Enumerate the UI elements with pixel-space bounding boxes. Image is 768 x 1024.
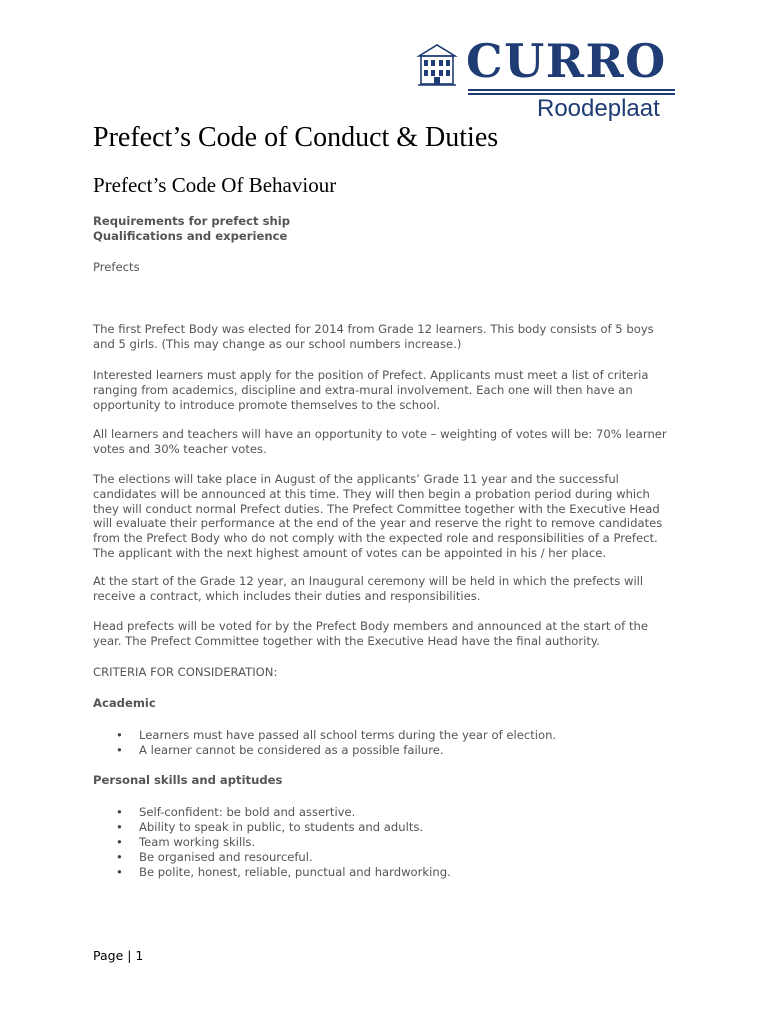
academic-list — [116, 728, 556, 758]
paragraph: All learners and teachers will have an opportunity to vote – weighting of votes will be: 70% learner votes and 30% teacher votes. — [93, 427, 667, 456]
paragraph: At the start of the Grade 12 year, an Inaugural ceremony will be held in which the prefects will receive a contract, which includes their duties and responsibilities. — [93, 574, 644, 603]
personal-skills-list — [116, 805, 451, 880]
list-item: • Learners must have passed all school terms during the year of election. — [116, 728, 556, 743]
paragraph: Head prefects will be voted for by the Prefect Body members and announced at the start of the year. The Prefect Committee together with the Executive Head have the final authority. — [93, 619, 648, 648]
paragraph: The first Prefect Body was elected for 2014 from Grade 12 learners. This body consists of 5 boys and 5 girls. (This may change as our school numbers increase.) — [93, 322, 654, 351]
logo-campus: Roodeplaat — [537, 95, 660, 122]
list-item: • Ability to speak in public, to students and adults. — [116, 820, 451, 835]
curro-logo — [416, 34, 678, 126]
personal-skills-heading: Personal skills and aptitudes — [93, 773, 283, 787]
list-item: • Be polite, honest, reliable, punctual and hardworking. — [116, 865, 451, 880]
document-title: Prefect’s Code of Conduct & Duties — [93, 122, 499, 153]
paragraph: Interested learners must apply for the position of Prefect. Applicants must meet a list of criteria ranging from academics, discipline and extra-mural involvement. Each one will then have an opportunity to introduce promote themselves to the school. — [93, 368, 649, 412]
criteria-heading: CRITERIA FOR CONSIDERATION: — [93, 665, 278, 679]
logo-wordmark: CURRO — [466, 34, 667, 88]
list-item: • A learner cannot be considered as a possible failure. — [116, 743, 556, 758]
page-number: Page | 1 — [93, 948, 144, 963]
list-item: • Team working skills. — [116, 835, 451, 850]
prefects-label: Prefects — [93, 260, 140, 274]
document-subtitle: Prefect’s Code Of Behaviour — [93, 173, 337, 197]
qualifications-heading: Qualifications and experience — [93, 229, 288, 243]
building-icon — [416, 42, 458, 88]
paragraph: The elections will take place in August of the applicants’ Grade 11 year and the successful candidates will be announced at this time. They will then begin a probation period during which they will conduct normal Prefect duties. The Prefect Committee together with the Executive Head will evaluate their performance at the end of the year and reserve the right to remove candidates from the Prefect Body who do not comply with the expected role and responsibilities of a Prefect. The applicant with the next highest amount of votes can be appointed in his / her place. — [93, 472, 663, 560]
academic-heading: Academic — [93, 696, 156, 710]
list-item: • Be organised and resourceful. — [116, 850, 451, 865]
logo-rule — [468, 89, 675, 91]
list-item: • Self-confident: be bold and assertive. — [116, 805, 451, 820]
requirements-heading: Requirements for prefect ship — [93, 214, 291, 228]
